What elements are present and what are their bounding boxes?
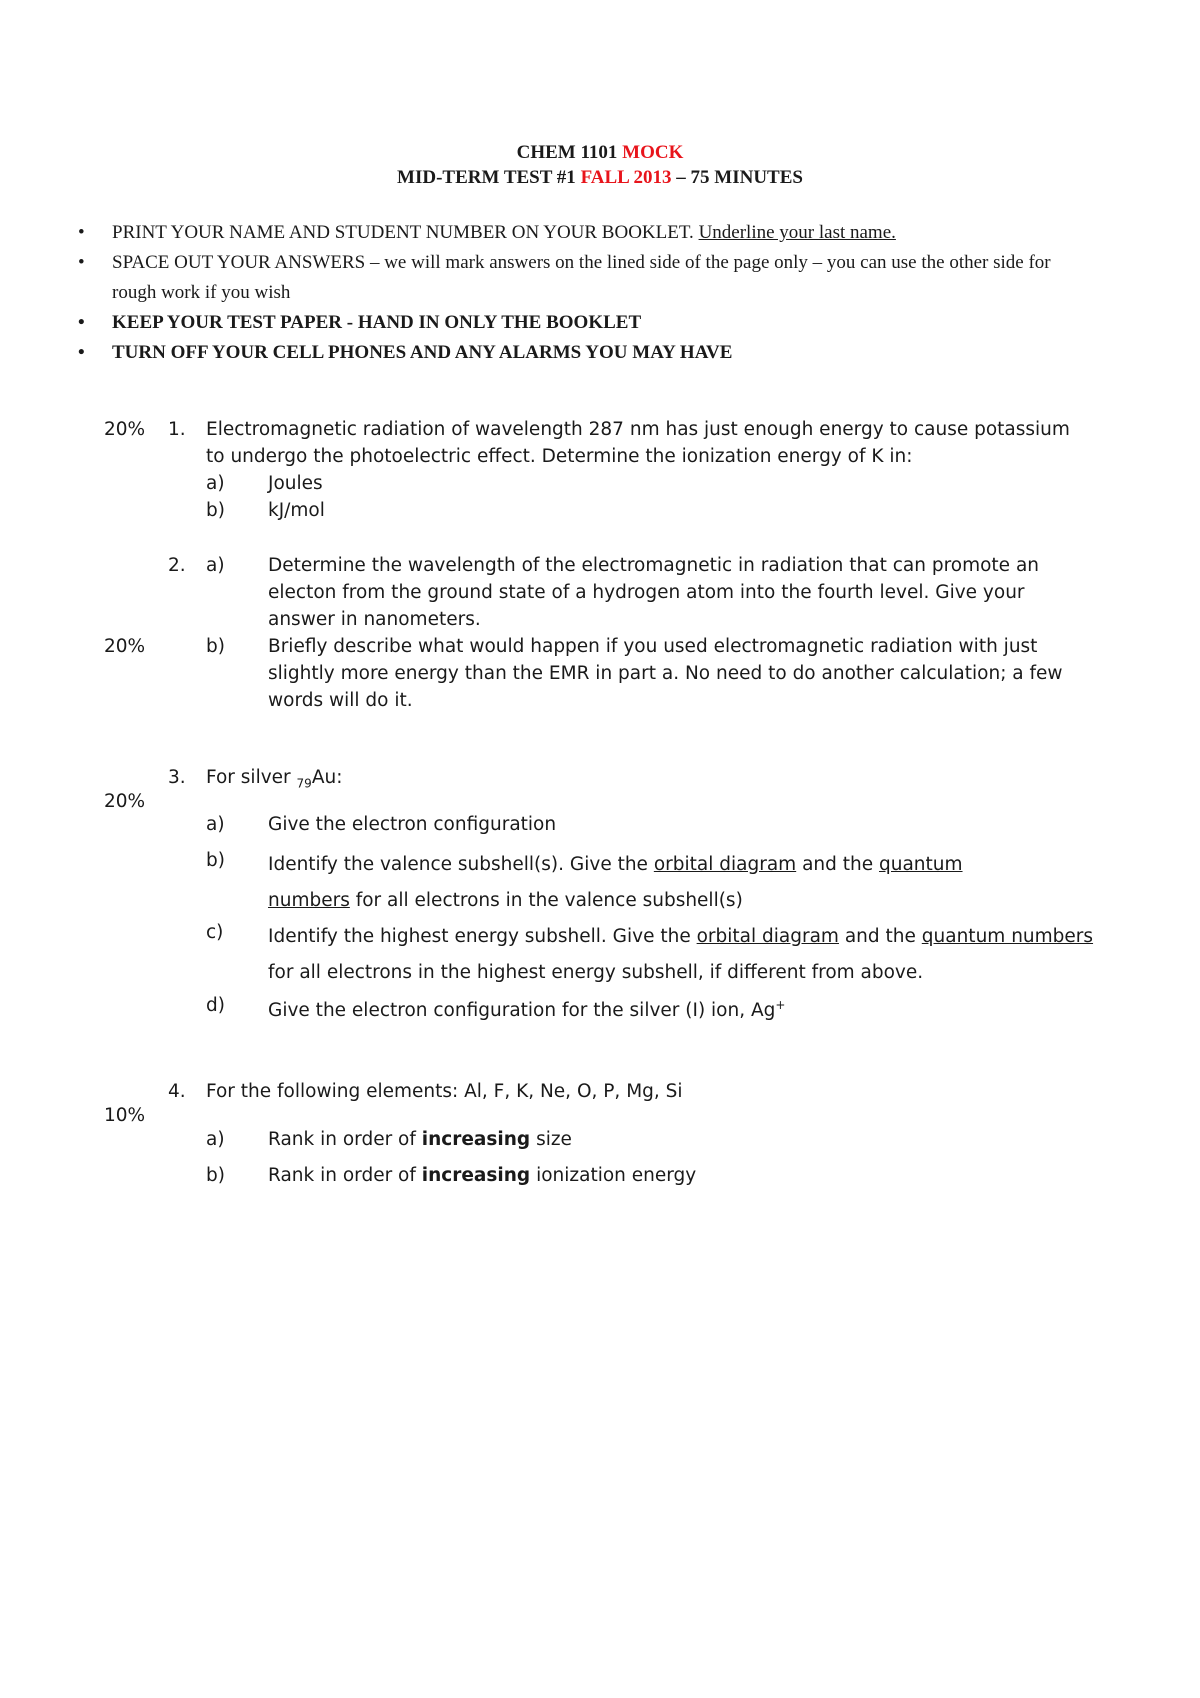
q4b-text-part: ionization energy [530,1165,697,1186]
q2b-label: b) [206,636,225,657]
q3-intro [206,764,342,798]
q4b-text-part: Rank in order of [268,1165,422,1186]
q3-intro-text: For silver [206,767,297,788]
q1-text: Electromagnetic radiation of wavelength 287 nm has just enough energy to cause potassium to undergo the photoelectric effect. Determine the ionization energy of K in: [206,419,1070,467]
q1-percent: 20% [104,419,146,440]
instruction-item [78,338,1078,368]
q3c-label: c) [206,922,224,943]
q4a-label: a) [206,1129,225,1150]
bullet-icon: • [78,222,85,243]
instruction-underlined: Underline your last name. [698,222,896,243]
q3b-text [268,847,1048,919]
q2a-label: a) [206,555,225,576]
q1a-label: a) [206,473,225,494]
q3c-text [268,919,1094,991]
q3b-label: b) [206,850,225,871]
q4a-text-part: size [530,1129,572,1150]
q4b-emphasis: increasing [421,1165,531,1186]
q3c-text-part: Identify the highest energy subshell. Give the [268,926,697,947]
q1b-label: b) [206,500,225,521]
q2b-text: Briefly describe what would happen if you used electromagnetic radiation with just slightly more energy than the EMR in part a. No need to do another calculation; a few words will do it. [268,636,1063,711]
q3d-charge: + [775,998,786,1012]
q4a-text [268,1126,572,1153]
q3b-text-part: and the [796,854,879,875]
q4-percent: 10% [104,1105,146,1126]
q2-number: 2. [168,555,186,576]
instruction-text: SPACE OUT YOUR ANSWERS – we will mark answers on the lined side of the page only – you can use the other side for rough work if you wish [112,252,1051,303]
q1b-text: kJ/mol [268,500,325,521]
q4-number: 4. [168,1081,186,1102]
q3-number: 3. [168,767,186,788]
q3b-text-part: for all electrons in the valence subshell(s) [349,890,743,911]
q3c-text-part: and the [838,926,922,947]
q3b-orbital-diagram: orbital diagram [653,854,797,875]
q1a-text: Joules [268,473,323,494]
q3-element-symbol: Au: [311,767,343,788]
instruction-text: TURN OFF YOUR CELL PHONES AND ANY ALARMS YOU MAY HAVE [112,342,733,363]
instruction-text: PRINT YOUR NAME AND STUDENT NUMBER ON YOUR BOOKLET. [112,222,699,243]
title-test: MID-TERM TEST #1 [397,167,581,188]
q4-intro: For the following elements: Al, F, K, Ne, O, P, Mg, Si [206,1081,683,1102]
q3c-orbital-diagram: orbital diagram [696,926,839,947]
q3c-text-part: for all electrons in the highest energy subshell, if different from above. [268,962,924,983]
q2a-text: Determine the wavelength of the electromagnetic in radiation that can promote an electon from the ground state of a hydrogen atom into the fourth level. Give your answer in nanometers. [268,555,1040,630]
q1-number: 1. [168,419,186,440]
q4b-text [268,1162,696,1189]
q3-atomic-number: 79 [296,776,312,791]
q4a-text-part: Rank in order of [268,1129,422,1150]
q4a-emphasis: increasing [421,1129,531,1150]
q3a-label: a) [206,814,225,835]
title-course: CHEM 1101 [516,142,623,163]
instruction-item [78,218,1078,248]
q3b-quantum-numbers: quantum numbers [268,854,963,911]
instruction-text: KEEP YOUR TEST PAPER - HAND IN ONLY THE BOOKLET [112,312,642,333]
instruction-item [78,308,1078,338]
q3d-text-part: Give the electron configuration for the silver (I) ion, Ag [268,1000,776,1022]
title-term: FALL 2013 [580,167,672,188]
bullet-icon: • [78,342,85,363]
q3-percent: 20% [104,791,146,812]
q3d-label: d) [206,995,225,1016]
title-line-2 [0,167,1200,189]
title-duration: – 75 MINUTES [671,167,803,188]
title-line-1 [0,142,1200,164]
q2-percent: 20% [104,636,146,657]
q4b-label: b) [206,1165,225,1186]
q3b-text-part: Identify the valence subshell(s). Give the [268,854,654,875]
bullet-icon: • [78,312,85,333]
q3c-quantum-numbers: quantum numbers [921,926,1094,947]
q3d-text [268,992,785,1024]
title-mock: MOCK [622,142,684,163]
instruction-item [78,248,1078,308]
bullet-icon: • [78,252,85,273]
q3a-text: Give the electron configuration [268,814,557,835]
instructions-list [78,218,1078,368]
